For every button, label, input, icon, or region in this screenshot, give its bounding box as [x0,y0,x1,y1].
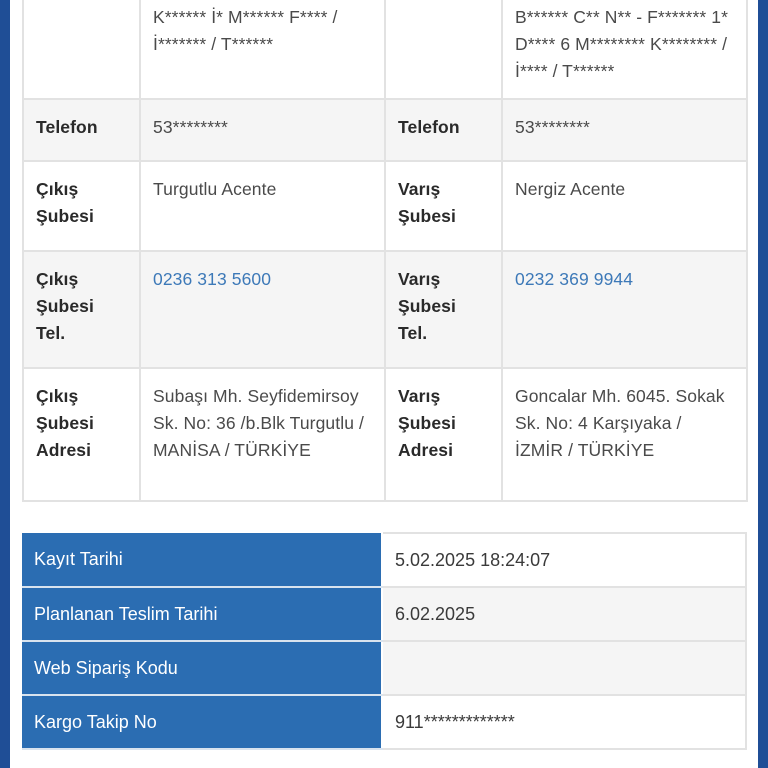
sender-receiver-table [22,0,748,502]
branch-address-row [23,368,747,501]
arrival-branch-label: Varış Şubesi [385,161,502,251]
branch-row [23,161,747,251]
meta-row-tracking-number [22,695,746,749]
arrival-branch-phone-label: Varış Şubesi Tel. [385,251,502,368]
meta-row-planned-delivery [22,587,746,641]
sender-phone-label: Telefon [23,99,140,161]
receiver-address-label [385,0,502,99]
meta-row-registration-date [22,533,746,587]
registration-date-value: 5.02.2025 18:24:07 [382,533,746,587]
arrival-branch-address-value: Goncalar Mh. 6045. Sokak Sk. No: 4 Karşıyaka / İZMİR / TÜRKİYE [502,368,747,501]
sender-address-label [23,0,140,99]
arrival-branch-phone-link[interactable]: 0232 369 9944 [515,269,634,289]
departure-branch-address-label: Çıkış Şubesi Adresi [23,368,140,501]
tracking-number-label: Kargo Takip No [22,695,382,749]
sender-address-value: K****** İ* M****** F**** / İ******* / T****** [140,0,385,99]
address-row [23,0,747,99]
receiver-phone-label: Telefon [385,99,502,161]
planned-delivery-value: 6.02.2025 [382,587,746,641]
planned-delivery-label: Planlanan Teslim Tarihi [22,587,382,641]
departure-branch-value: Turgutlu Acente [140,161,385,251]
receiver-address-value: B****** C** N** - F******* 1* D**** 6 M******** K******** / İ**** / T****** [502,0,747,99]
meta-row-web-order-code [22,641,746,695]
registration-date-label: Kayıt Tarihi [22,533,382,587]
branch-phone-row [23,251,747,368]
phone-row [23,99,747,161]
departure-branch-phone-link[interactable]: 0236 313 5600 [153,269,272,289]
receiver-phone-value: 53******** [502,99,747,161]
shipment-detail-page [10,0,758,768]
departure-branch-label: Çıkış Şubesi [23,161,140,251]
tracking-number-value: 911************* [382,695,746,749]
departure-branch-phone-label: Çıkış Şubesi Tel. [23,251,140,368]
web-order-code-value [382,641,746,695]
web-order-code-label: Web Sipariş Kodu [22,641,382,695]
shipment-meta-table [22,532,747,750]
departure-branch-address-value: Subaşı Mh. Seyfidemirsoy Sk. No: 36 /b.Blk Turgutlu / MANİSA / TÜRKİYE [140,368,385,501]
arrival-branch-address-label: Varış Şubesi Adresi [385,368,502,501]
arrival-branch-value: Nergiz Acente [502,161,747,251]
sender-phone-value: 53******** [140,99,385,161]
